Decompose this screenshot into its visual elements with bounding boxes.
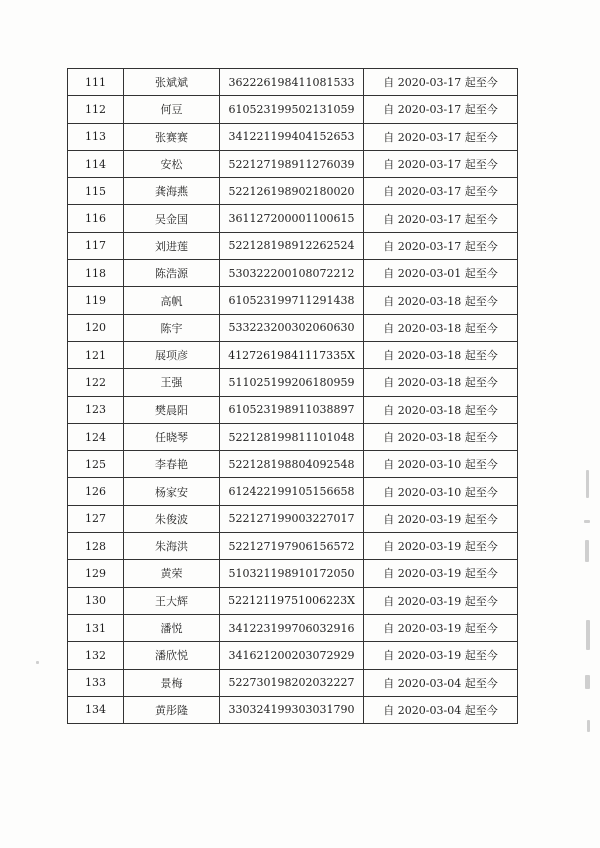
employment-period: 自 2020-03-18 起至今 bbox=[364, 314, 518, 341]
table-row bbox=[68, 260, 518, 287]
row-number: 129 bbox=[68, 560, 124, 587]
id-number: 522127199003227017 bbox=[220, 505, 364, 532]
table-row bbox=[68, 560, 518, 587]
row-number: 128 bbox=[68, 533, 124, 560]
row-number: 132 bbox=[68, 642, 124, 669]
id-number: 522128198804092548 bbox=[220, 451, 364, 478]
table-row bbox=[68, 287, 518, 314]
employment-period: 自 2020-03-10 起至今 bbox=[364, 451, 518, 478]
person-name: 张斌斌 bbox=[124, 69, 220, 96]
employment-period: 自 2020-03-01 起至今 bbox=[364, 260, 518, 287]
id-number: 610523198911038897 bbox=[220, 396, 364, 423]
row-number: 125 bbox=[68, 451, 124, 478]
employment-period: 自 2020-03-17 起至今 bbox=[364, 205, 518, 232]
id-number: 341621200203072929 bbox=[220, 642, 364, 669]
table-row bbox=[68, 587, 518, 614]
row-number: 114 bbox=[68, 150, 124, 177]
employment-period: 自 2020-03-18 起至今 bbox=[364, 396, 518, 423]
table-row bbox=[68, 205, 518, 232]
scan-mark bbox=[586, 470, 589, 498]
person-name: 王大辉 bbox=[124, 587, 220, 614]
employment-period: 自 2020-03-18 起至今 bbox=[364, 341, 518, 368]
person-name: 潘悦 bbox=[124, 614, 220, 641]
row-number: 119 bbox=[68, 287, 124, 314]
table-row bbox=[68, 478, 518, 505]
employment-period: 自 2020-03-19 起至今 bbox=[364, 505, 518, 532]
employment-period: 自 2020-03-19 起至今 bbox=[364, 642, 518, 669]
person-name: 朱俊波 bbox=[124, 505, 220, 532]
employment-period: 自 2020-03-19 起至今 bbox=[364, 560, 518, 587]
row-number: 134 bbox=[68, 696, 124, 723]
employment-period: 自 2020-03-17 起至今 bbox=[364, 96, 518, 123]
person-name: 龚海燕 bbox=[124, 178, 220, 205]
id-number: 522128199811101048 bbox=[220, 423, 364, 450]
row-number: 131 bbox=[68, 614, 124, 641]
id-number: 530322200108072212 bbox=[220, 260, 364, 287]
person-name: 任晓琴 bbox=[124, 423, 220, 450]
person-name: 吴金国 bbox=[124, 205, 220, 232]
table-row bbox=[68, 178, 518, 205]
row-number: 117 bbox=[68, 232, 124, 259]
person-name: 黄荣 bbox=[124, 560, 220, 587]
id-number: 511025199206180959 bbox=[220, 369, 364, 396]
row-number: 122 bbox=[68, 369, 124, 396]
scan-mark bbox=[585, 675, 590, 689]
id-number: 610523199502131059 bbox=[220, 96, 364, 123]
employment-period: 自 2020-03-18 起至今 bbox=[364, 369, 518, 396]
table-row bbox=[68, 96, 518, 123]
table-row bbox=[68, 341, 518, 368]
row-number: 118 bbox=[68, 260, 124, 287]
table-row bbox=[68, 232, 518, 259]
employment-period: 自 2020-03-17 起至今 bbox=[364, 232, 518, 259]
id-number: 361127200001100615 bbox=[220, 205, 364, 232]
person-name: 陈浩源 bbox=[124, 260, 220, 287]
table-row bbox=[68, 69, 518, 96]
employment-period: 自 2020-03-17 起至今 bbox=[364, 123, 518, 150]
employment-period: 自 2020-03-04 起至今 bbox=[364, 696, 518, 723]
table-row bbox=[68, 505, 518, 532]
person-name: 陈宇 bbox=[124, 314, 220, 341]
employment-period: 自 2020-03-19 起至今 bbox=[364, 587, 518, 614]
table-row bbox=[68, 451, 518, 478]
id-number: 522730198202032227 bbox=[220, 669, 364, 696]
person-name: 朱海洪 bbox=[124, 533, 220, 560]
person-name: 展项彦 bbox=[124, 341, 220, 368]
employment-period: 自 2020-03-17 起至今 bbox=[364, 178, 518, 205]
employment-period: 自 2020-03-18 起至今 bbox=[364, 287, 518, 314]
table-row bbox=[68, 150, 518, 177]
row-number: 130 bbox=[68, 587, 124, 614]
employment-period: 自 2020-03-18 起至今 bbox=[364, 423, 518, 450]
table-row bbox=[68, 642, 518, 669]
employment-period: 自 2020-03-19 起至今 bbox=[364, 533, 518, 560]
row-number: 112 bbox=[68, 96, 124, 123]
id-number: 330324199303031790 bbox=[220, 696, 364, 723]
table-row bbox=[68, 123, 518, 150]
person-name: 黄彤隆 bbox=[124, 696, 220, 723]
scan-mark bbox=[587, 720, 590, 732]
employment-period: 自 2020-03-04 起至今 bbox=[364, 669, 518, 696]
row-number: 126 bbox=[68, 478, 124, 505]
table-row bbox=[68, 396, 518, 423]
row-number: 116 bbox=[68, 205, 124, 232]
id-number: 610523199711291438 bbox=[220, 287, 364, 314]
table-row bbox=[68, 696, 518, 723]
row-number: 133 bbox=[68, 669, 124, 696]
table-row bbox=[68, 423, 518, 450]
table-row bbox=[68, 533, 518, 560]
person-name: 安松 bbox=[124, 150, 220, 177]
scan-mark bbox=[36, 661, 39, 664]
person-name: 张赛赛 bbox=[124, 123, 220, 150]
person-name: 杨家安 bbox=[124, 478, 220, 505]
person-name: 李春艳 bbox=[124, 451, 220, 478]
employment-period: 自 2020-03-19 起至今 bbox=[364, 614, 518, 641]
table-row bbox=[68, 314, 518, 341]
person-name: 景梅 bbox=[124, 669, 220, 696]
id-number: 341223199706032916 bbox=[220, 614, 364, 641]
table-row bbox=[68, 669, 518, 696]
id-number: 510321198910172050 bbox=[220, 560, 364, 587]
id-number: 522127198911276039 bbox=[220, 150, 364, 177]
personnel-table bbox=[67, 68, 518, 724]
id-number: 522126198902180020 bbox=[220, 178, 364, 205]
employment-period: 自 2020-03-17 起至今 bbox=[364, 150, 518, 177]
id-number: 362226198411081533 bbox=[220, 69, 364, 96]
person-name: 高帆 bbox=[124, 287, 220, 314]
person-name: 潘欣悦 bbox=[124, 642, 220, 669]
table-row bbox=[68, 614, 518, 641]
id-number: 522127197906156572 bbox=[220, 533, 364, 560]
employment-period: 自 2020-03-10 起至今 bbox=[364, 478, 518, 505]
id-number: 41272619841117335X bbox=[220, 341, 364, 368]
person-name: 何豆 bbox=[124, 96, 220, 123]
row-number: 120 bbox=[68, 314, 124, 341]
row-number: 123 bbox=[68, 396, 124, 423]
employment-period: 自 2020-03-17 起至今 bbox=[364, 69, 518, 96]
scan-mark bbox=[584, 520, 590, 523]
table-body bbox=[68, 69, 518, 724]
id-number: 533223200302060630 bbox=[220, 314, 364, 341]
person-name: 刘进莲 bbox=[124, 232, 220, 259]
row-number: 115 bbox=[68, 178, 124, 205]
row-number: 113 bbox=[68, 123, 124, 150]
row-number: 111 bbox=[68, 69, 124, 96]
person-name: 王强 bbox=[124, 369, 220, 396]
id-number: 522128198912262524 bbox=[220, 232, 364, 259]
row-number: 124 bbox=[68, 423, 124, 450]
table-row bbox=[68, 369, 518, 396]
id-number: 612422199105156658 bbox=[220, 478, 364, 505]
id-number: 52212119751006223X bbox=[220, 587, 364, 614]
scan-mark bbox=[586, 620, 590, 650]
scan-mark bbox=[585, 540, 589, 562]
row-number: 121 bbox=[68, 341, 124, 368]
id-number: 341221199404152653 bbox=[220, 123, 364, 150]
person-name: 樊晨阳 bbox=[124, 396, 220, 423]
row-number: 127 bbox=[68, 505, 124, 532]
